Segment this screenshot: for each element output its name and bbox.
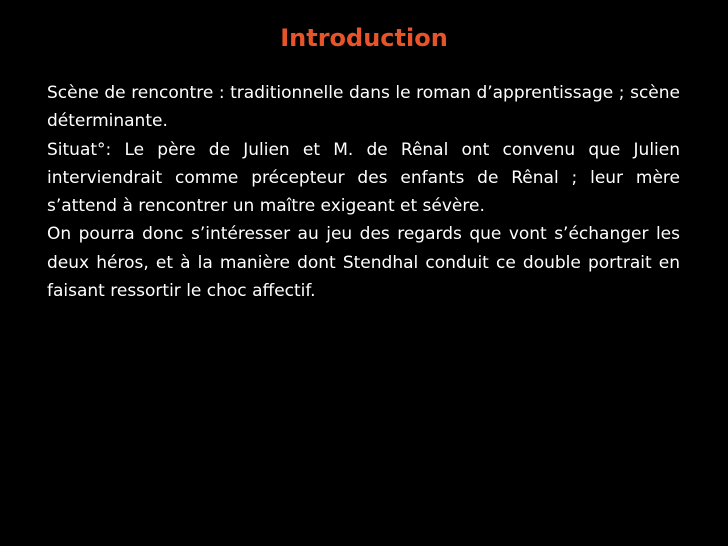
paragraph-situation: Situat°: Le père de Julien et M. de Rênal ont convenu que Julien interviendrait comme précepteur des enfants de Rênal ; leur mère s’attend à rencontrer un maître exigeant et sévère.	[47, 139, 680, 217]
paragraph-analysis: On pourra donc s’intéresser au jeu des regards que vont s’échanger les deux héros, et à la manière dont Stendhal conduit ce double portrait en faisant ressortir le choc affectif.	[47, 224, 680, 302]
slide-body	[47, 79, 680, 305]
slide-title: Introduction	[280, 24, 448, 52]
paragraph-intro: Scène de rencontre : traditionnelle dans le roman d’apprentissage ; scène déterminante.	[47, 83, 680, 132]
